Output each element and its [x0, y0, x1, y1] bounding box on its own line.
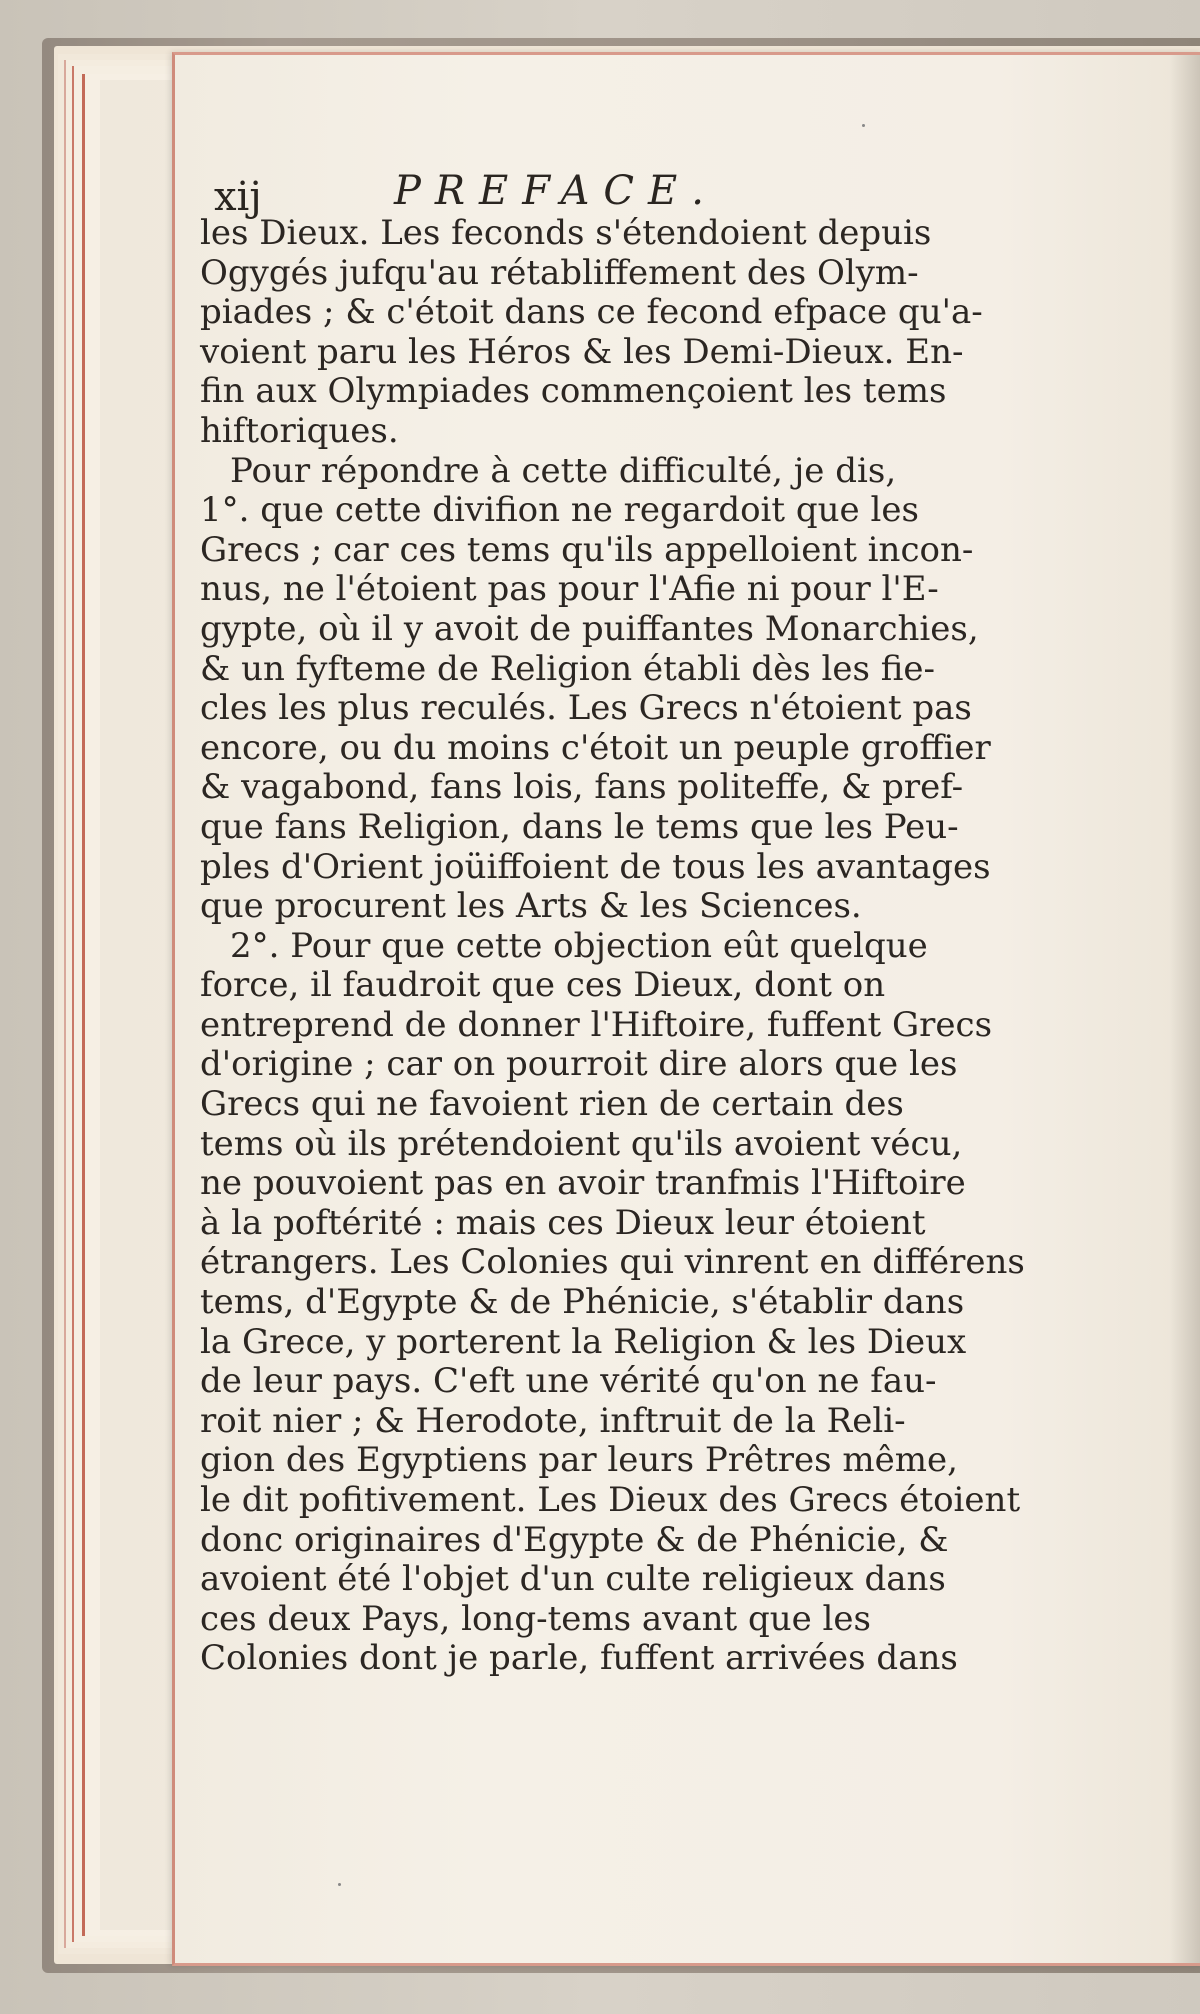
- text-line: gion des Egyptiens par leurs Prêtres même,: [200, 1440, 958, 1481]
- text-line: piades ; & c'étoit dans ce fecond efpace qu'a-: [200, 292, 983, 333]
- text-line: force, il faudroit que ces Dieux, dont on: [200, 965, 886, 1006]
- text-line: donc originaires d'Egypte & de Phénicie, &: [200, 1519, 949, 1560]
- running-title: PREFACE.: [394, 168, 718, 214]
- text-line: Ogygés jufqu'au rétabliffement des Olym-: [200, 252, 919, 293]
- text-line: Pour répondre à cette difficulté, je dis,: [230, 450, 897, 491]
- text-line: ples d'Orient joüiffoient de tous les avantages: [200, 846, 991, 887]
- text-line: encore, ou du moins c'étoit un peuple groffier: [200, 727, 991, 768]
- text-line: 1°. que cette divifion ne regardoit que les: [200, 490, 919, 531]
- text-line: fin aux Olympiades commençoient les tems: [200, 371, 947, 412]
- text-line: hiftoriques.: [200, 410, 399, 451]
- text-line: ces deux Pays, long-tems avant que les: [200, 1598, 872, 1639]
- text-line: le dit pofitivement. Les Dieux des Grecs étoient: [200, 1480, 1021, 1520]
- text-line: roit nier ; & Herodote, inftruit de la Reli-: [200, 1400, 906, 1441]
- text-line: cles les plus reculés. Les Grecs n'étoient pas: [200, 688, 972, 729]
- text-line: ne pouvoient pas en avoir tranfmis l'Hiftoire: [200, 1163, 966, 1204]
- ink-speck: [338, 1883, 341, 1886]
- text-line: nus, ne l'étoient pas pour l'Afie ni pour l'E-: [200, 569, 939, 610]
- text-line: de leur pays. C'eft une vérité qu'on ne fau-: [200, 1361, 937, 1402]
- text-line: les Dieux. Les feconds s'étendoient depuis: [200, 213, 932, 253]
- text-line: Colonies dont je parle, fuffent arrivées dans: [200, 1638, 958, 1679]
- page-body-text: [200, 214, 1136, 1679]
- text-line: tems où ils prétendoient qu'ils avoient vécu,: [200, 1123, 963, 1164]
- text-line: tems, d'Egypte & de Phénicie, s'établir dans: [200, 1282, 965, 1323]
- text-line: voient paru les Héros & les Demi-Dieux. En-: [200, 331, 964, 372]
- text-line: la Grece, y porterent la Religion & les Dieux: [200, 1321, 967, 1362]
- text-line: & vagabond, fans lois, fans politeffe, & pref-: [200, 767, 964, 808]
- text-line: & un fyfteme de Religion établi dès les fie-: [200, 648, 936, 689]
- text-line: gypte, où il y avoit de puiffantes Monarchies,: [200, 608, 979, 649]
- ink-speck: [862, 124, 865, 127]
- text-line: que procurent les Arts & les Sciences.: [200, 886, 862, 927]
- text-line: que fans Religion, dans le tems que les Peu-: [200, 806, 959, 847]
- text-line: d'origine ; car on pourroit dire alors que les: [200, 1044, 958, 1085]
- text-line: entreprend de donner l'Hiftoire, fuffent Grecs: [200, 1004, 993, 1045]
- gutter-shadow: [1169, 55, 1200, 1963]
- page-number: xij: [214, 174, 262, 220]
- text-line: avoient été l'objet d'un culte religieux dans: [200, 1559, 946, 1600]
- text-line: étrangers. Les Colonies qui vinrent en différens: [200, 1242, 1025, 1283]
- text-line: Grecs qui ne favoient rien de certain des: [200, 1084, 904, 1125]
- text-line: 2°. Pour que cette objection eût quelque: [230, 925, 928, 966]
- text-line: à la poftérité : mais ces Dieux leur étoient: [200, 1202, 926, 1243]
- text-line: Grecs ; car ces tems qu'ils appelloient incon-: [200, 529, 974, 570]
